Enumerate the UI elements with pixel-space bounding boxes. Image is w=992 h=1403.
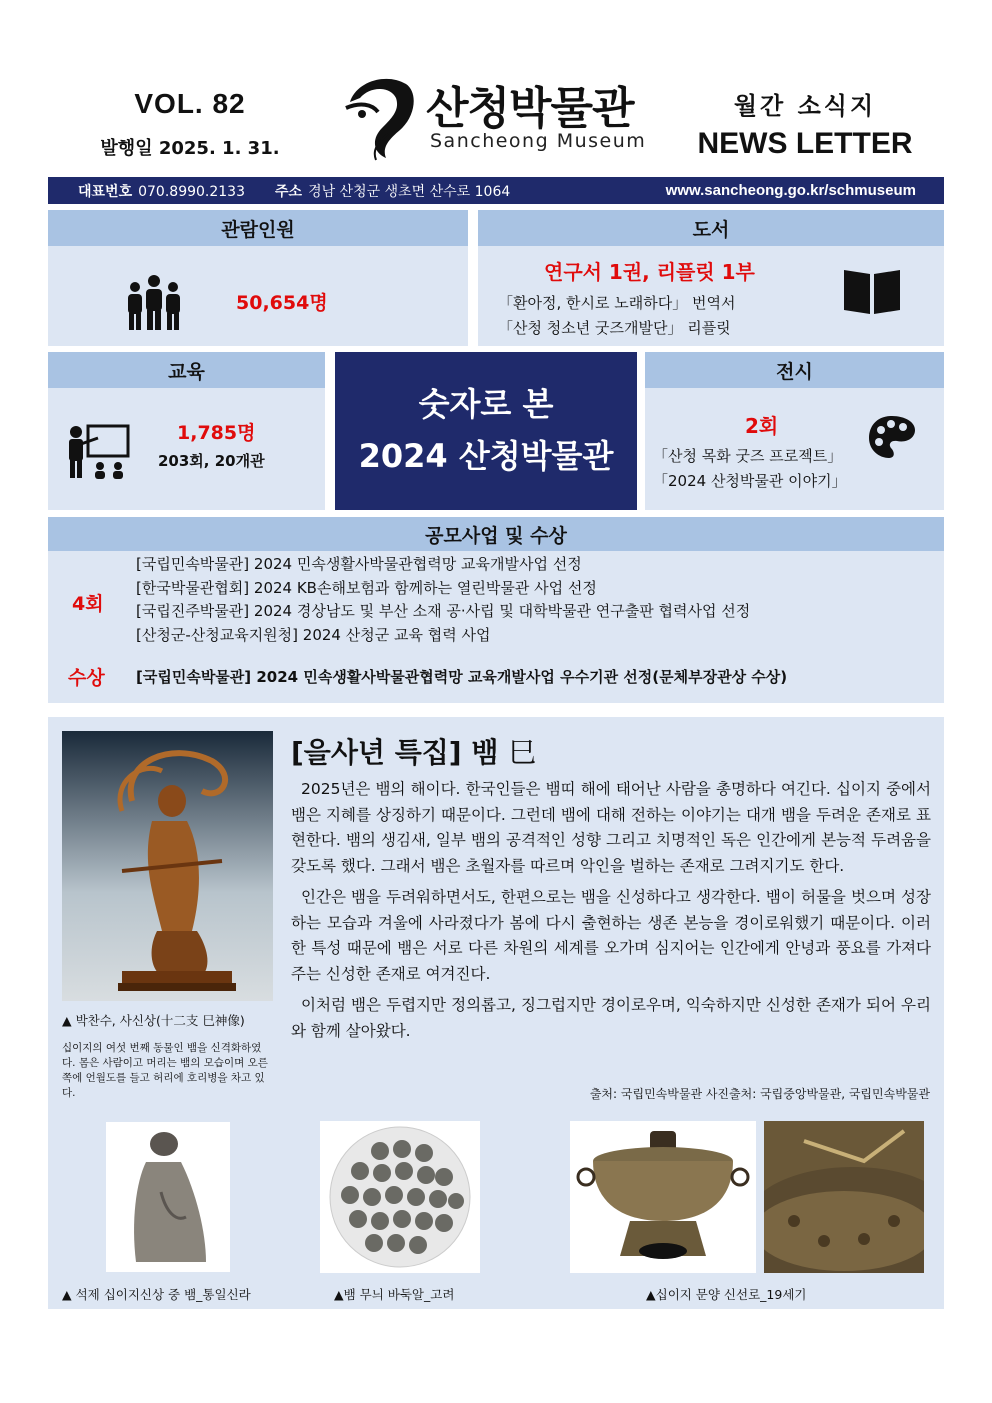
exhibition-count: 2회: [745, 414, 779, 438]
books-count: 연구서 1권, 리플릿 1부: [544, 260, 755, 284]
projects-count: 4회: [72, 593, 104, 615]
projects-box: [48, 517, 944, 703]
issue-info: [60, 88, 320, 160]
sinseollo-pot-photo: [570, 1121, 756, 1273]
go-stones-caption: ▲뱀 무늬 바둑알_고려: [334, 1287, 455, 1302]
museum-logo: [342, 72, 652, 162]
address: 경남 산청군 생초면 산수로 1064: [308, 183, 511, 200]
people-icon: [126, 274, 182, 332]
newsletter-title: NEWS LETTER: [697, 127, 913, 160]
feature-paragraph: 2025년은 뱀의 해이다. 한국인들은 뱀띠 해에 태어난 사람을 총명하다 여긴다. 십이지 중에서 뱀은 지혜를 상징하기 때문이다. 그런데 뱀에 대해 전하는 이야기는 대개 뱀을 두려운 존재로 표현한다. 뱀의 생김새, 일부 뱀의 공격적인 성향 그리고 치명적인 독은 인간에게 본능적 두려움을 갖도록 했다. 그래서 뱀은 초월자를 따르며 악인을 벌하는 존재로 그려지기도 한다.: [291, 780, 931, 875]
teacher-icon: [66, 424, 130, 480]
headline-line-2: 2024 산청박물관: [358, 437, 614, 475]
award-label: 수상: [68, 667, 105, 689]
website-link[interactable]: www.sancheong.go.kr/schmuseum: [665, 182, 916, 199]
books-heading: 도서: [478, 210, 944, 246]
address-label: 주소: [275, 183, 303, 200]
feature-paragraph: 인간은 뱀을 두려워하면서도, 한편으로는 뱀을 신성하다고 생각한다. 뱀이 허물을 벗으며 성장하는 모습과 겨울에 사라졌다가 봄에 다시 출현하는 생존 본능을 경이로워했기 때문이다. 이러한 특성 때문에 뱀은 서로 다른 차원의 세계를 오가며 심지어는 인간에게 안녕과 풍요를 가져다주는 신성한 존재로 여겨진다.: [291, 888, 931, 983]
snake-pattern-go-stones-photo: [320, 1121, 480, 1273]
book-icon: [842, 266, 902, 316]
phone-number: 070.8990.2133: [138, 183, 245, 200]
feature-title: [291, 731, 536, 771]
education-count: 1,785명: [177, 422, 256, 444]
projects-heading: 공모사업 및 수상: [48, 517, 944, 551]
logo-korean: 산청박물관: [426, 83, 634, 134]
exhibition-heading: 전시: [645, 352, 944, 388]
volume-number: VOL. 82: [134, 88, 246, 119]
newsletter-label: [690, 86, 920, 161]
monthly-label: 월간 소식지: [733, 92, 877, 120]
source-credit: 출처: 국립민속박물관 사진출처: 국립중앙박물관, 국립민속박물관: [589, 1087, 930, 1101]
stone-statue-caption: ▲ 석제 십이지신상 중 뱀_통일신라: [62, 1287, 251, 1302]
exhibition-box: [645, 352, 944, 510]
book-item-2: 「산청 청소년 굿즈개발단」 리플릿: [498, 319, 731, 337]
palette-icon: [867, 414, 917, 460]
contact-bar: [48, 177, 944, 204]
exhibition-item-1: 「산청 목화 굿즈 프로젝트」: [653, 447, 843, 465]
main-photo-description: 십이지의 여섯 번째 동물인 뱀을 신격화하였다. 몸은 사람이고 머리는 뱀의 모습이며 오른쪽에 언월도를 들고 허리에 호리병을 차고 있다.: [62, 1042, 268, 1099]
project-item: [국립민속박물관] 2024 민속생활사박물관협력망 교육개발사업 선정: [136, 555, 582, 573]
snake-feature-section: [48, 717, 944, 1309]
education-heading: 교육: [48, 352, 325, 388]
projects-list: [136, 553, 750, 647]
project-item: [국립진주박물관] 2024 경상남도 및 부산 소재 공·사립 및 대학박물관 연구출판 협력사업 선정: [136, 602, 751, 620]
feature-body: [291, 777, 931, 1050]
publish-date: 발행일 2025. 1. 31.: [100, 138, 280, 159]
exhibition-item-2: 「2024 산청박물관 이야기」: [653, 472, 847, 490]
visitors-count: 50,654명: [236, 292, 328, 314]
sinseollo-detail-photo: [764, 1121, 924, 1273]
logo-english: Sancheong Museum: [430, 130, 647, 152]
award-item: [국립민속박물관] 2024 민속생활사박물관협력망 교육개발사업 우수기관 선정(문체부장관상 수상): [136, 668, 788, 686]
book-item-1: 「환아정, 한시로 노래하다」 번역서: [498, 294, 736, 312]
feature-title-hanja: 巳: [508, 736, 537, 769]
education-box: [48, 352, 325, 510]
snake-deity-statue-photo: [62, 731, 273, 1001]
education-sessions: 203회, 20개관: [158, 452, 265, 470]
main-photo-caption: ▲ 박찬수, 사신상(十二支 巳神像): [62, 1013, 245, 1028]
feature-headline: [335, 352, 637, 510]
headline-line-1: 숫자로 본: [418, 385, 554, 423]
feature-title-text: [을사년 특집] 뱀: [291, 736, 499, 769]
feature-paragraph: 이처럼 뱀은 두렵지만 정의롭고, 징그럽지만 경이로우며, 익숙하지만 신성한 존재가 되어 우리와 함께 살아왔다.: [291, 996, 931, 1040]
project-item: [한국박물관협회] 2024 KB손해보험과 함께하는 열린박물관 사업 선정: [136, 578, 597, 597]
visitors-heading: 관람인원: [48, 210, 468, 246]
stone-snake-statue-photo: [106, 1122, 230, 1272]
logo-mark-icon: [342, 72, 420, 162]
books-box: [478, 210, 944, 346]
visitors-box: [48, 210, 468, 346]
project-item: [산청군-산청교육지원청] 2024 산청군 교육 협력 사업: [136, 625, 491, 644]
sinseollo-caption: ▲십이지 문양 신선로_19세기: [646, 1287, 807, 1302]
phone-label: 대표번호: [78, 183, 133, 200]
